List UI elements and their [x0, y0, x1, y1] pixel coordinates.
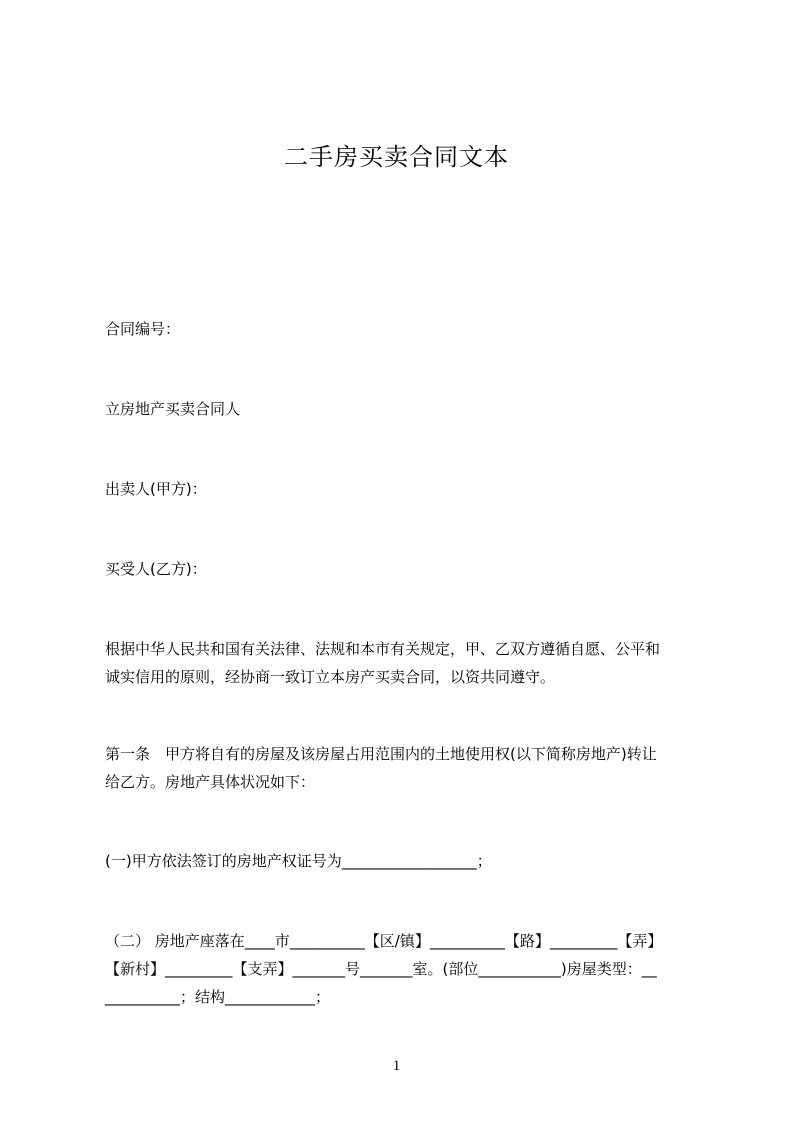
road-label: 【路】 — [504, 932, 550, 950]
structure-blank: ____________ — [225, 988, 316, 1006]
city-label: 市 — [274, 932, 290, 950]
item-1-certificate — [105, 851, 700, 871]
article-1-paragraph — [105, 740, 700, 796]
preamble-line-2: 诚实信用的原则，经协商一致订立本房产买卖合同，以资共同遵守。 — [105, 668, 556, 686]
district-blank: __________ — [289, 932, 365, 950]
buyer-label: 买受人(乙方)： — [105, 560, 207, 578]
item-2-line-1 — [105, 927, 700, 955]
lane-label: 【弄】 — [617, 932, 663, 950]
contract-number-label: 合同编号： — [105, 320, 181, 338]
branch-lane-label: 【支弄】 — [232, 960, 293, 978]
preamble-line-1: 根据中华人民共和国有关法律、法规和本市有关规定，甲、乙双方遵循自愿、公平和 — [105, 640, 661, 658]
item-2-line-2 — [105, 955, 700, 983]
number-blank: _______ — [292, 960, 346, 978]
house-type-blank-continued: __________ — [105, 988, 180, 1006]
parties-intro: 立房地产买卖合同人 — [105, 400, 241, 418]
page-number: 1 — [392, 1058, 401, 1074]
room-label: 室。(部位 — [412, 960, 479, 978]
house-type-blank: __ — [641, 960, 657, 978]
item-1-end: ； — [476, 852, 492, 870]
village-label: 【新村】 — [105, 960, 166, 978]
certificate-number-blank: __________________ — [341, 852, 477, 870]
house-type-label: )房屋类型： — [560, 960, 642, 978]
item-1-text: (一)甲方依法签订的房地产权证号为 — [105, 852, 342, 870]
seller-label: 出卖人(甲方)： — [105, 480, 207, 498]
article-1-line-1: 第一条 甲方将自有的房屋及该房屋占用范围内的土地使用权(以下简称房地产)转让 — [105, 745, 657, 763]
part-blank: ___________ — [478, 960, 561, 978]
preamble-paragraph — [105, 635, 700, 691]
item-2-line-3 — [105, 983, 700, 1011]
village-blank: _________ — [165, 960, 233, 978]
room-blank: _______ — [360, 960, 413, 978]
road-blank: __________ — [429, 932, 505, 950]
city-blank: ____ — [244, 932, 275, 950]
lane-blank: _________ — [549, 932, 618, 950]
article-1-line-2: 给乙方。房地产具体状况如下： — [105, 773, 316, 791]
structure-label: ；结构 — [180, 988, 226, 1006]
item-2-prefix: （二） 房地产座落在 — [105, 932, 245, 950]
item-2-location — [105, 927, 700, 1011]
item-2-end: ； — [315, 988, 331, 1006]
number-label: 号 — [345, 960, 361, 978]
document-title: 二手房买卖合同文本 — [284, 143, 509, 171]
district-label: 【区/镇】 — [364, 932, 430, 950]
